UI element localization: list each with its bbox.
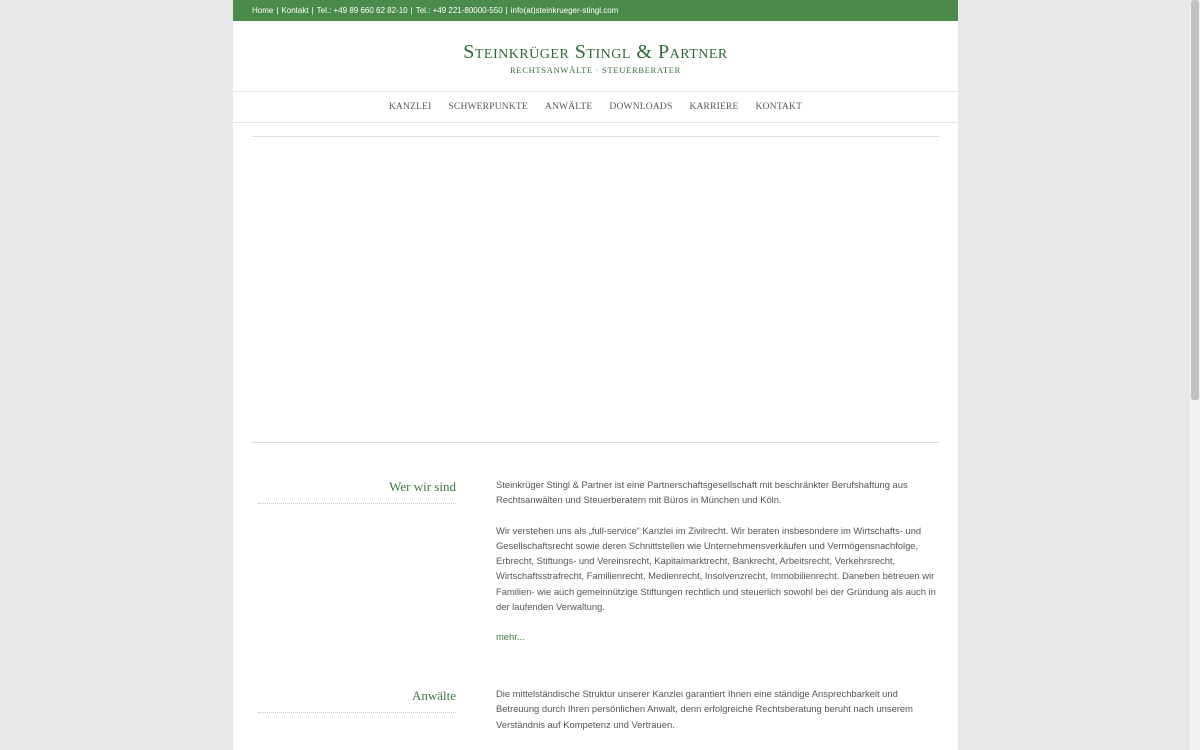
nav-item-anwaelte[interactable]: ANWÄLTE [544,102,593,112]
nav-item-kontakt[interactable]: KONTAKT [755,102,803,112]
nav-item-downloads[interactable]: DOWNLOADS [609,102,673,112]
separator: | [311,6,314,15]
section-title-anwaelte: Anwälte [258,688,456,713]
paragraph: Die mittelständische Struktur unserer Kanzlei garantiert Ihnen eine ständige Ansprechbarkeit und Betreuung durch Ihren persönlichen Anwalt, denn erfolgreiche Rechtsberatung beruht nach unserem Verständnis auf Kompetenz und Vertrauen. [496,688,913,730]
header [233,21,958,92]
topbar-kontakt-link[interactable]: Kontakt [281,6,309,15]
image-slider [252,136,939,443]
top-bar [233,0,958,21]
topbar-email-link[interactable]: info(at)steinkrueger-stingl.com [510,6,619,15]
logo-name: Steinkrüger Stingl & Partner [463,41,728,63]
paragraph: Wir verstehen uns als „full-service“ Kanzlei im Zivilrecht. Wir beraten insbesondere im Wirtschafts- und Gesellschaftsrecht sowie deren Schnittstellen wie Unternehmensverkäufen und Vermögensnachfolge, Erbrecht, Stiftungs- und Vereinsrecht, Kapitalmarktrecht, Bankrecht, Arbeitsrecht, Verkehrsrecht, Wirtschaftsstrafrecht, Familienrecht, Medienrecht, Insolvenzrecht, Immobilienrecht. Daneben betreuen wir Familien- wie auch gemeinnützige Stiftungen rechtlich und steuerlich sowohl bei der Gründung als auch in der laufenden Verwaltung. [496,524,936,613]
separator: | [410,6,413,15]
topbar-home-link[interactable]: Home [252,6,274,15]
topbar-phone-cologne: Tel.: +49 221-80000-550 [415,6,503,15]
nav-item-karriere[interactable]: KARRIERE [689,102,739,112]
separator: | [276,6,279,15]
logo[interactable] [233,41,958,75]
paragraph: Steinkrüger Stingl & Partner ist eine Partnerschaftsgesellschaft mit beschränkter Berufshaftung aus Rechtsanwälten und Steuerberatern mit Büros in München und Köln. [496,479,908,506]
section-title-wer-wir-sind: Wer wir sind [258,479,456,504]
nav-item-schwerpunkte[interactable]: SCHWERPUNKTE [448,102,528,112]
logo-subtitle: RECHTSANWÄLTE · STEUERBERATER [509,65,682,75]
scrollbar-thumb[interactable] [1191,0,1199,400]
topbar-phone-munich: Tel.: +49 89 660 62 82-10 [316,6,408,15]
nav-item-kanzlei[interactable]: KANZLEI [388,102,432,112]
scrollbar[interactable] [1190,0,1200,750]
main-nav [233,92,958,123]
section-text-anwaelte [496,686,936,747]
more-link[interactable]: mehr... [496,631,525,643]
separator: | [505,6,508,15]
section-text-wer-wir-sind [496,477,936,660]
page [233,0,958,750]
